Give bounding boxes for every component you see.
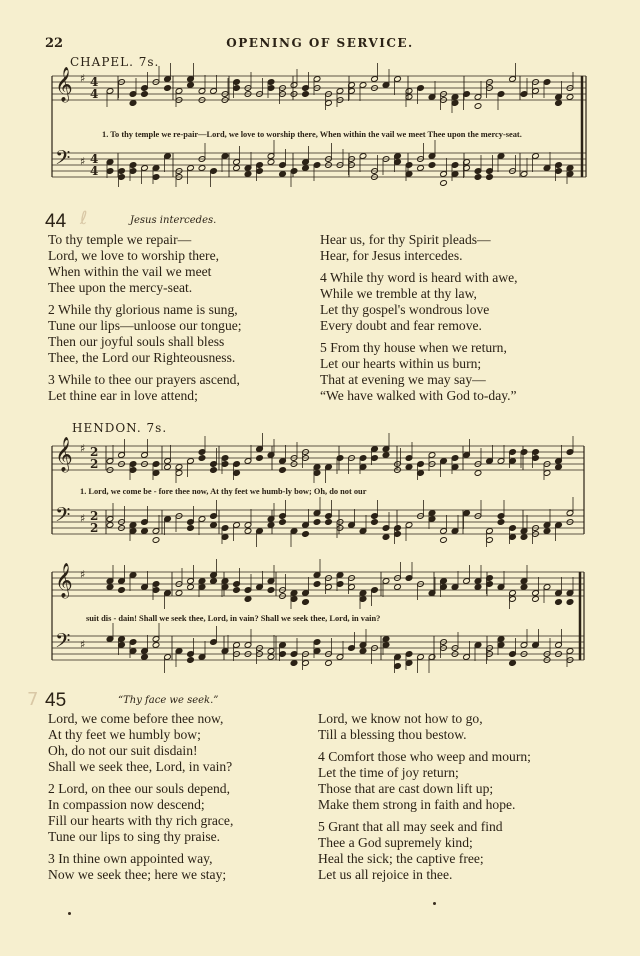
note-head	[566, 599, 574, 606]
margin-mark-44: ℓ	[80, 208, 88, 229]
bass-clef: 𝄢	[55, 146, 71, 174]
note-head	[371, 519, 379, 526]
note-head	[566, 94, 574, 101]
note-head	[210, 578, 218, 585]
underlay-hymn45-system1: 1. Lord, we come be - fore thee now, At thy feet we humb-ly bow; Oh, do not our	[80, 487, 367, 496]
note-head	[118, 587, 126, 594]
note-head	[187, 584, 195, 591]
verse-line: 4 While thy word is heard with awe,	[320, 270, 518, 285]
verse-line: 3 In thine own appointed way,	[48, 851, 213, 866]
note-head	[152, 537, 160, 544]
verse-line: Heal the sick; the captive free;	[318, 851, 484, 866]
note-head	[555, 464, 563, 471]
time-signature: 4	[90, 75, 99, 89]
note-head	[233, 165, 241, 172]
note-head	[302, 531, 310, 538]
note-head	[302, 599, 310, 606]
hymn-number-44: 44	[45, 211, 67, 232]
note-head	[198, 455, 206, 462]
note-head	[210, 467, 218, 474]
tune-name-chapel: CHAPEL. 7s.	[70, 55, 160, 69]
hymn-44-verses-right	[320, 232, 518, 404]
note-head	[474, 174, 482, 181]
verse-line: Hear, for Jesus intercedes.	[320, 248, 463, 263]
note-head	[164, 85, 172, 92]
verse-line: Oh, do not our suit disdain!	[48, 743, 198, 758]
verse-line: “We have walked with God to-day.”	[320, 388, 517, 403]
note-head	[267, 159, 275, 166]
key-signature: ♯	[80, 568, 86, 581]
note-head	[532, 596, 540, 603]
key-signature: ♯	[80, 155, 86, 168]
note-head	[405, 464, 413, 471]
verse-line: 5 Grant that all may seek and find	[318, 819, 503, 834]
verse-line: Let our hearts within us burn;	[320, 356, 482, 371]
key-signature: ♯	[80, 442, 86, 455]
note-head	[440, 537, 448, 544]
note-head	[210, 522, 218, 529]
key-signature: ♯	[80, 512, 86, 525]
bass-clef: 𝄢	[55, 629, 71, 657]
time-signature: 2	[90, 445, 99, 459]
page-number: 22	[45, 36, 64, 51]
note-head	[187, 525, 195, 532]
verse-line: Now we seek thee; here we stay;	[48, 867, 227, 882]
hymn-45-verses-left	[48, 711, 233, 883]
printer-mark	[433, 902, 436, 905]
verse-line: 5 From thy house when we return,	[320, 340, 507, 355]
verse-line: Thee a God supremely kind;	[318, 835, 473, 850]
note-head	[279, 171, 287, 178]
note-head	[290, 660, 298, 667]
hymn-44-subtitle: Jesus intercedes.	[130, 215, 217, 226]
verse-line: In compassion now descend;	[48, 797, 205, 812]
note-head	[187, 82, 195, 89]
note-head	[555, 599, 563, 606]
note-head	[394, 584, 402, 591]
note-head	[313, 581, 321, 588]
note-head	[141, 528, 149, 535]
verse-line: Thee, the Lord our Righteousness.	[48, 350, 236, 365]
verse-line: Every doubt and fear remove.	[320, 318, 482, 333]
key-signature: ♯	[80, 638, 86, 651]
note-head	[555, 100, 563, 107]
verse-line: Fill our hearts with thy rich grace,	[48, 813, 234, 828]
verse-line: Thee upon the mercy-seat.	[48, 280, 193, 295]
note-head	[313, 519, 321, 526]
note-head	[175, 590, 183, 597]
note-head	[302, 165, 310, 172]
note-head	[382, 452, 390, 459]
verse-line: Lord, we come before thee now,	[48, 711, 224, 726]
note-head	[244, 596, 252, 603]
note-head	[428, 162, 436, 169]
treble-clef: 𝄞	[55, 563, 73, 598]
note-head	[141, 654, 149, 661]
note-head	[187, 657, 195, 664]
note-head	[440, 180, 448, 187]
note-head	[279, 519, 287, 526]
note-head	[152, 642, 160, 649]
note-head	[486, 174, 494, 181]
time-signature: 2	[90, 509, 99, 523]
verse-line: Let thy gospel's wondrous love	[320, 302, 490, 317]
verse-line: Hear us, for thy Spirit pleads—	[320, 232, 491, 247]
verse-line: Then our joyful souls shall bless	[48, 334, 225, 349]
hymn-44-verses-left	[48, 232, 242, 404]
note-head	[497, 519, 505, 526]
note-head	[359, 648, 367, 655]
verse-line: Let us all rejoice in thee.	[318, 867, 453, 882]
note-head	[106, 522, 114, 529]
verse-line: Those that are cast down lift up;	[318, 781, 494, 796]
verse-line: Lord, we love to worship there,	[48, 248, 220, 263]
verse-line: Till a blessing thou bestow.	[318, 727, 467, 742]
verse-line: When within the vail we meet	[48, 264, 212, 279]
printer-mark	[68, 912, 71, 915]
note-head	[233, 587, 241, 594]
note-head	[256, 455, 264, 462]
hymn-45-subtitle: “Thy face we seek.”	[118, 695, 219, 706]
time-signature: 2	[90, 457, 99, 471]
margin-mark-45: 7	[27, 689, 39, 710]
note-head	[164, 464, 172, 471]
note-head	[325, 660, 333, 667]
note-head	[417, 165, 425, 172]
time-signature: 2	[90, 521, 99, 535]
verse-line: Let thine ear in love attend;	[48, 388, 198, 403]
note-head	[325, 519, 333, 526]
key-signature: ♯	[80, 72, 86, 85]
note-head	[106, 584, 114, 591]
verse-line: Shall we seek thee, Lord, in vain?	[48, 759, 233, 774]
verse-line: Tune our lips to sing thy praise.	[48, 829, 221, 844]
verse-line: That at evening we may say—	[320, 372, 486, 387]
note-head	[382, 534, 390, 541]
verse-line: Tune our lips—unloose our tongue;	[48, 318, 242, 333]
note-head	[474, 103, 482, 110]
note-head	[520, 584, 528, 591]
note-head	[244, 171, 252, 178]
verse-line: Make them strong in faith and hope.	[318, 797, 516, 812]
note-head	[267, 654, 275, 661]
tune-name-hendon: HENDON. 7s.	[72, 421, 168, 435]
hymn-number-45: 45	[45, 690, 67, 711]
note-head	[474, 470, 482, 477]
time-signature: 4	[90, 152, 99, 166]
verse-line: 3 While to thee our prayers ascend,	[48, 372, 240, 387]
note-head	[474, 584, 482, 591]
verse-line: Let the time of joy return;	[318, 765, 459, 780]
note-head	[509, 660, 517, 667]
underlay-hymn45-system2: suit dis - dain! Shall we seek thee, Lord, in vain? Shall we seek thee, Lord, in vain?	[86, 614, 381, 623]
note-head	[267, 522, 275, 529]
verse-line: At thy feet we humbly bow;	[48, 727, 201, 742]
note-head	[141, 91, 149, 98]
page-title: OPENING OF SERVICE.	[226, 36, 414, 50]
note-head	[129, 100, 137, 107]
treble-clef: 𝄞	[55, 437, 73, 472]
verse-line: 4 Comfort those who weep and mourn;	[318, 749, 531, 764]
note-head	[302, 91, 310, 98]
underlay-hymn44: 1. To thy temple we re-pair—Lord, we love to worship there, When within the vail we meet Thee upon the mercy-seat.	[102, 130, 522, 139]
verse-line: Lord, we know not how to go,	[318, 711, 483, 726]
verse-line: 2 While thy glorious name is sung,	[48, 302, 238, 317]
verse-line: While we tremble at thy law,	[320, 286, 477, 301]
note-head	[267, 587, 275, 594]
hymn-45-verses-right	[318, 711, 531, 883]
treble-clef: 𝄞	[55, 67, 73, 102]
bass-clef: 𝄢	[55, 503, 71, 531]
verse-line: 2 Lord, on thee our souls depend,	[48, 781, 230, 796]
verse-line: To thy temple we repair—	[48, 232, 192, 247]
note-head	[279, 467, 287, 474]
note-head	[520, 534, 528, 541]
time-signature: 4	[90, 164, 99, 178]
note-head	[543, 528, 551, 535]
time-signature: 4	[90, 87, 99, 101]
note-head	[198, 165, 206, 172]
note-head	[244, 528, 252, 535]
